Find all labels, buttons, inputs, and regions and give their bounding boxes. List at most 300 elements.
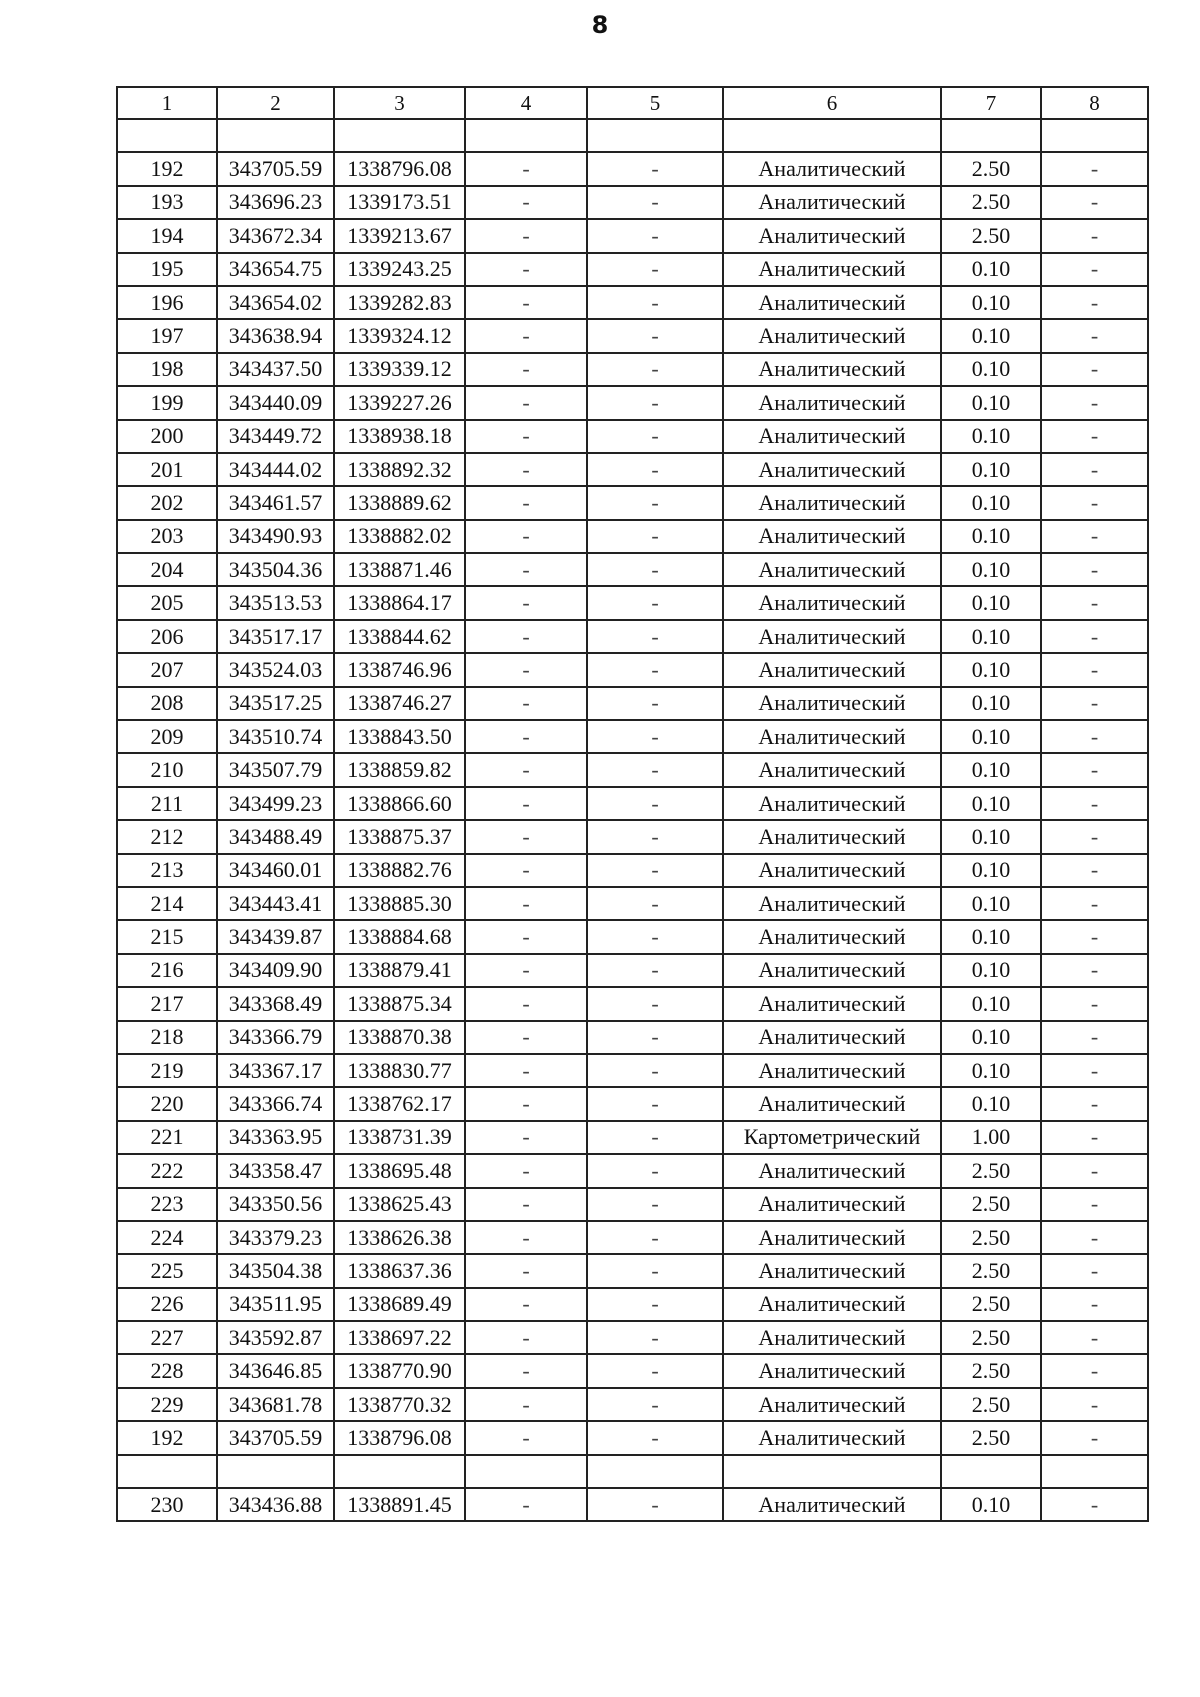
table-cell: 203 xyxy=(117,520,217,553)
table-cell: - xyxy=(1041,219,1148,252)
table-cell: - xyxy=(587,854,723,887)
table-cell: 2.50 xyxy=(941,1154,1041,1187)
table-cell: - xyxy=(587,486,723,519)
table-cell: - xyxy=(1041,1354,1148,1387)
table-cell: 1338796.08 xyxy=(334,1421,465,1454)
table-cell: 224 xyxy=(117,1221,217,1254)
table-cell: 209 xyxy=(117,720,217,753)
table-cell: 1338885.30 xyxy=(334,887,465,920)
table-cell: 1338843.50 xyxy=(334,720,465,753)
table-cell: 343681.78 xyxy=(217,1388,334,1421)
table-cell: Аналитический xyxy=(723,787,941,820)
table-cell: 1338746.96 xyxy=(334,653,465,686)
table-row xyxy=(117,653,1148,686)
table-cell: - xyxy=(1041,152,1148,185)
table-cell: 212 xyxy=(117,820,217,853)
table-cell: - xyxy=(465,1488,587,1521)
table-cell: - xyxy=(587,553,723,586)
table-row xyxy=(117,987,1148,1020)
table-cell: - xyxy=(587,253,723,286)
table-cell: 1339173.51 xyxy=(334,186,465,219)
table-row xyxy=(117,1421,1148,1454)
table-row xyxy=(117,386,1148,419)
table-cell: - xyxy=(587,820,723,853)
table-cell: 343366.79 xyxy=(217,1021,334,1054)
table-cell: - xyxy=(465,152,587,185)
table-cell: 0.10 xyxy=(941,253,1041,286)
table-cell: - xyxy=(1041,653,1148,686)
table-cell xyxy=(334,119,465,152)
table-cell: 2.50 xyxy=(941,1388,1041,1421)
table-cell: 192 xyxy=(117,1421,217,1454)
table-cell: - xyxy=(587,453,723,486)
table-cell: 1338626.38 xyxy=(334,1221,465,1254)
table-cell: 0.10 xyxy=(941,486,1041,519)
table-cell: - xyxy=(1041,854,1148,887)
table-cell: Аналитический xyxy=(723,586,941,619)
table-cell xyxy=(217,1455,334,1488)
table-cell: 227 xyxy=(117,1321,217,1354)
table-cell: Аналитический xyxy=(723,420,941,453)
column-header: 8 xyxy=(1041,87,1148,119)
table-row xyxy=(117,1021,1148,1054)
table-cell: - xyxy=(465,787,587,820)
table-cell: - xyxy=(1041,1121,1148,1154)
table-cell xyxy=(117,1455,217,1488)
blank-row xyxy=(117,1455,1148,1488)
table-cell: 343444.02 xyxy=(217,453,334,486)
table-cell: - xyxy=(587,887,723,920)
table-cell: 192 xyxy=(117,152,217,185)
table-cell: 0.10 xyxy=(941,653,1041,686)
table-cell: Аналитический xyxy=(723,687,941,720)
table-cell: 0.10 xyxy=(941,887,1041,920)
table-cell: 217 xyxy=(117,987,217,1020)
table-cell: 1338871.46 xyxy=(334,553,465,586)
table-cell: - xyxy=(587,920,723,953)
table-cell: 0.10 xyxy=(941,820,1041,853)
table-cell: 343366.74 xyxy=(217,1087,334,1120)
table-cell: 198 xyxy=(117,353,217,386)
table-cell: 2.50 xyxy=(941,1288,1041,1321)
table-cell: Аналитический xyxy=(723,1321,941,1354)
table-cell: 343504.38 xyxy=(217,1254,334,1287)
table-cell: - xyxy=(587,586,723,619)
table-cell: - xyxy=(465,987,587,1020)
table-cell: 343705.59 xyxy=(217,152,334,185)
table-cell: Аналитический xyxy=(723,1488,941,1521)
table-cell: 1339282.83 xyxy=(334,286,465,319)
table-cell xyxy=(587,1455,723,1488)
table-cell: Аналитический xyxy=(723,987,941,1020)
table-cell: - xyxy=(465,653,587,686)
table-cell: 219 xyxy=(117,1054,217,1087)
table-cell xyxy=(465,1455,587,1488)
table-cell: 1338889.62 xyxy=(334,486,465,519)
table-cell: - xyxy=(1041,386,1148,419)
table-cell: 1338891.45 xyxy=(334,1488,465,1521)
table-cell: - xyxy=(1041,1421,1148,1454)
table-body xyxy=(117,119,1148,1521)
table-row xyxy=(117,1154,1148,1187)
table-cell: - xyxy=(587,186,723,219)
table-cell: 0.10 xyxy=(941,1054,1041,1087)
table-cell xyxy=(334,1455,465,1488)
table-cell: - xyxy=(465,687,587,720)
table-cell: - xyxy=(1041,420,1148,453)
table-cell: - xyxy=(587,353,723,386)
table-cell: - xyxy=(1041,453,1148,486)
table-cell: 201 xyxy=(117,453,217,486)
table-cell: 343460.01 xyxy=(217,854,334,887)
table-cell: 0.10 xyxy=(941,553,1041,586)
table-cell: 2.50 xyxy=(941,1354,1041,1387)
table-row xyxy=(117,1188,1148,1221)
table-row xyxy=(117,854,1148,887)
table-cell: 1338884.68 xyxy=(334,920,465,953)
table-cell: - xyxy=(465,1254,587,1287)
table-cell xyxy=(1041,119,1148,152)
table-cell: - xyxy=(587,954,723,987)
table-cell: - xyxy=(465,1087,587,1120)
table-cell: - xyxy=(1041,787,1148,820)
table-cell: 343513.53 xyxy=(217,586,334,619)
table-cell: - xyxy=(465,586,587,619)
table-row xyxy=(117,1221,1148,1254)
table-cell: 1338731.39 xyxy=(334,1121,465,1154)
table-cell: - xyxy=(465,453,587,486)
table-cell: 2.50 xyxy=(941,1421,1041,1454)
table-cell: Аналитический xyxy=(723,386,941,419)
table-cell xyxy=(941,1455,1041,1488)
table-cell: - xyxy=(587,1154,723,1187)
table-cell: 343524.03 xyxy=(217,653,334,686)
table-cell: 343507.79 xyxy=(217,753,334,786)
table-cell: - xyxy=(587,620,723,653)
table-cell: 0.10 xyxy=(941,753,1041,786)
table-cell: - xyxy=(465,820,587,853)
table-cell: - xyxy=(587,1188,723,1221)
table-cell: - xyxy=(465,553,587,586)
table-cell: - xyxy=(1041,887,1148,920)
table-row xyxy=(117,954,1148,987)
table-row xyxy=(117,1321,1148,1354)
table-cell: 343592.87 xyxy=(217,1321,334,1354)
table-cell: - xyxy=(465,1121,587,1154)
table-cell: 343490.93 xyxy=(217,520,334,553)
table-cell: 1338882.02 xyxy=(334,520,465,553)
coordinates-table xyxy=(116,86,1149,1522)
table-cell: Аналитический xyxy=(723,753,941,786)
table-cell: 343440.09 xyxy=(217,386,334,419)
table-cell: 194 xyxy=(117,219,217,252)
table-cell: - xyxy=(587,1021,723,1054)
table-row xyxy=(117,1254,1148,1287)
table-row xyxy=(117,319,1148,352)
table-row xyxy=(117,1121,1148,1154)
table-cell: 0.10 xyxy=(941,987,1041,1020)
table-cell: - xyxy=(587,1421,723,1454)
table-row xyxy=(117,420,1148,453)
table-cell: 343358.47 xyxy=(217,1154,334,1187)
table-cell: Аналитический xyxy=(723,954,941,987)
table-cell: 343510.74 xyxy=(217,720,334,753)
table-cell: - xyxy=(1041,486,1148,519)
table-row xyxy=(117,1087,1148,1120)
table-cell: 0.10 xyxy=(941,453,1041,486)
table-cell: 343511.95 xyxy=(217,1288,334,1321)
table-cell: 343436.88 xyxy=(217,1488,334,1521)
table-cell: - xyxy=(1041,1021,1148,1054)
table-cell: 200 xyxy=(117,420,217,453)
table-cell: 208 xyxy=(117,687,217,720)
table-cell: 2.50 xyxy=(941,152,1041,185)
table-cell: - xyxy=(587,219,723,252)
column-header: 7 xyxy=(941,87,1041,119)
table-cell: - xyxy=(465,1221,587,1254)
table-cell: Аналитический xyxy=(723,1021,941,1054)
table-row xyxy=(117,887,1148,920)
table-cell: - xyxy=(587,1054,723,1087)
table-cell: - xyxy=(587,987,723,1020)
table-cell: 343517.25 xyxy=(217,687,334,720)
table-row xyxy=(117,553,1148,586)
table-cell: 1338859.82 xyxy=(334,753,465,786)
table-cell: - xyxy=(1041,1254,1148,1287)
table-row xyxy=(117,1488,1148,1521)
table-cell xyxy=(117,119,217,152)
table-cell: Аналитический xyxy=(723,486,941,519)
table-cell: 196 xyxy=(117,286,217,319)
table-cell: 1338689.49 xyxy=(334,1288,465,1321)
table-cell: 2.50 xyxy=(941,1221,1041,1254)
table-cell: - xyxy=(465,1388,587,1421)
table-row xyxy=(117,186,1148,219)
table-cell: 343437.50 xyxy=(217,353,334,386)
table-cell: 213 xyxy=(117,854,217,887)
table-cell: 207 xyxy=(117,653,217,686)
table-cell: - xyxy=(1041,954,1148,987)
table-cell: 0.10 xyxy=(941,920,1041,953)
table-cell: - xyxy=(465,1421,587,1454)
table-cell: - xyxy=(1041,987,1148,1020)
table-cell: 1338746.27 xyxy=(334,687,465,720)
table-cell: 343350.56 xyxy=(217,1188,334,1221)
table-cell: 0.10 xyxy=(941,353,1041,386)
table-cell: Аналитический xyxy=(723,1154,941,1187)
table-cell: 343517.17 xyxy=(217,620,334,653)
table-cell: Аналитический xyxy=(723,920,941,953)
table-cell: 228 xyxy=(117,1354,217,1387)
table-cell: 1338770.32 xyxy=(334,1388,465,1421)
table-cell: 211 xyxy=(117,787,217,820)
table-cell: - xyxy=(465,1354,587,1387)
table-cell: 197 xyxy=(117,319,217,352)
table-cell: - xyxy=(465,186,587,219)
table-cell: 215 xyxy=(117,920,217,953)
table-row xyxy=(117,1354,1148,1387)
table-cell: - xyxy=(465,954,587,987)
table-cell: 0.10 xyxy=(941,720,1041,753)
table-cell: 0.10 xyxy=(941,954,1041,987)
table-cell: Аналитический xyxy=(723,353,941,386)
table-cell: Аналитический xyxy=(723,1354,941,1387)
table-cell: 1339243.25 xyxy=(334,253,465,286)
table-cell: 1338875.37 xyxy=(334,820,465,853)
table-cell: - xyxy=(465,1154,587,1187)
table-cell: Аналитический xyxy=(723,1188,941,1221)
table-cell: 2.50 xyxy=(941,1254,1041,1287)
table-cell: - xyxy=(1041,1321,1148,1354)
table-cell: 0.10 xyxy=(941,386,1041,419)
table-row xyxy=(117,1388,1148,1421)
table-cell: - xyxy=(465,253,587,286)
table-cell: 1338870.38 xyxy=(334,1021,465,1054)
column-header: 5 xyxy=(587,87,723,119)
table-cell: - xyxy=(465,753,587,786)
table-cell: - xyxy=(587,753,723,786)
table-row xyxy=(117,1054,1148,1087)
column-header: 6 xyxy=(723,87,941,119)
table-cell: 343654.75 xyxy=(217,253,334,286)
table-cell: Аналитический xyxy=(723,253,941,286)
table-cell: - xyxy=(465,353,587,386)
table-cell: - xyxy=(587,386,723,419)
table-cell: 1338830.77 xyxy=(334,1054,465,1087)
table-cell: 210 xyxy=(117,753,217,786)
table-cell: - xyxy=(1041,586,1148,619)
table-cell: Аналитический xyxy=(723,553,941,586)
table-row xyxy=(117,820,1148,853)
table-cell: 1338879.41 xyxy=(334,954,465,987)
table-cell: 229 xyxy=(117,1388,217,1421)
table-cell: - xyxy=(587,787,723,820)
table-cell: Аналитический xyxy=(723,720,941,753)
table-cell: 1338625.43 xyxy=(334,1188,465,1221)
table-cell: Аналитический xyxy=(723,887,941,920)
table-cell: Аналитический xyxy=(723,1421,941,1454)
table-cell: - xyxy=(1041,286,1148,319)
table-cell: 0.10 xyxy=(941,520,1041,553)
table-cell: Аналитический xyxy=(723,1254,941,1287)
table-header xyxy=(117,87,1148,119)
table-cell: 2.50 xyxy=(941,219,1041,252)
table-cell: 1338864.17 xyxy=(334,586,465,619)
table-row xyxy=(117,286,1148,319)
table-cell: 1.00 xyxy=(941,1121,1041,1154)
table-cell: 1338875.34 xyxy=(334,987,465,1020)
table-cell: 205 xyxy=(117,586,217,619)
table-cell: 2.50 xyxy=(941,1321,1041,1354)
table-cell: Аналитический xyxy=(723,186,941,219)
table-cell: 343409.90 xyxy=(217,954,334,987)
table-cell: - xyxy=(465,1054,587,1087)
table-cell: - xyxy=(1041,1188,1148,1221)
table-cell: 1338796.08 xyxy=(334,152,465,185)
table-cell: Аналитический xyxy=(723,653,941,686)
table-row xyxy=(117,453,1148,486)
table-cell xyxy=(941,119,1041,152)
table-cell: - xyxy=(587,1254,723,1287)
table-cell: - xyxy=(465,219,587,252)
table-row xyxy=(117,586,1148,619)
table-cell: 1338695.48 xyxy=(334,1154,465,1187)
table-cell: 193 xyxy=(117,186,217,219)
table-cell: 343461.57 xyxy=(217,486,334,519)
table-cell: Аналитический xyxy=(723,1054,941,1087)
table-cell: - xyxy=(465,420,587,453)
table-row xyxy=(117,1288,1148,1321)
table-cell: - xyxy=(465,1288,587,1321)
table-cell: - xyxy=(587,520,723,553)
column-header: 2 xyxy=(217,87,334,119)
column-header: 4 xyxy=(465,87,587,119)
table-cell: - xyxy=(1041,353,1148,386)
table-cell: 343499.23 xyxy=(217,787,334,820)
table-cell: 220 xyxy=(117,1087,217,1120)
table-row xyxy=(117,486,1148,519)
table-cell: 343368.49 xyxy=(217,987,334,1020)
table-cell: - xyxy=(465,520,587,553)
table-cell: 0.10 xyxy=(941,854,1041,887)
table-cell: Картометрический xyxy=(723,1121,941,1154)
table-cell: - xyxy=(1041,920,1148,953)
table-cell xyxy=(217,119,334,152)
table-cell: - xyxy=(587,1488,723,1521)
table-cell: Аналитический xyxy=(723,319,941,352)
table-cell: 343443.41 xyxy=(217,887,334,920)
table-cell xyxy=(1041,1455,1148,1488)
table-cell xyxy=(723,119,941,152)
blank-row xyxy=(117,119,1148,152)
table-cell: 343696.23 xyxy=(217,186,334,219)
table-cell: 343449.72 xyxy=(217,420,334,453)
table-cell: - xyxy=(587,720,723,753)
table-cell: 0.10 xyxy=(941,319,1041,352)
table-cell xyxy=(587,119,723,152)
table-cell: - xyxy=(587,319,723,352)
table-cell: 0.10 xyxy=(941,787,1041,820)
table-cell: 206 xyxy=(117,620,217,653)
table-cell: Аналитический xyxy=(723,1221,941,1254)
table-cell: 222 xyxy=(117,1154,217,1187)
table-cell: 204 xyxy=(117,553,217,586)
table-cell: 226 xyxy=(117,1288,217,1321)
table-row xyxy=(117,920,1148,953)
table-cell: 343504.36 xyxy=(217,553,334,586)
table-cell: Аналитический xyxy=(723,820,941,853)
table-cell: Аналитический xyxy=(723,152,941,185)
table-cell: 218 xyxy=(117,1021,217,1054)
table-cell: - xyxy=(465,319,587,352)
table-cell: - xyxy=(1041,687,1148,720)
table-cell: 0.10 xyxy=(941,586,1041,619)
table-cell: 221 xyxy=(117,1121,217,1154)
table-cell: - xyxy=(465,386,587,419)
table-cell: Аналитический xyxy=(723,854,941,887)
table-cell xyxy=(465,119,587,152)
page-number: 8 xyxy=(591,11,609,39)
table-cell: 1339339.12 xyxy=(334,353,465,386)
table-cell: 1338762.17 xyxy=(334,1087,465,1120)
table-row xyxy=(117,620,1148,653)
table-cell: - xyxy=(1041,620,1148,653)
table-cell: 1339213.67 xyxy=(334,219,465,252)
table-cell: 225 xyxy=(117,1254,217,1287)
table-cell: 343363.95 xyxy=(217,1121,334,1154)
table-cell: - xyxy=(587,1354,723,1387)
table-cell: 1339227.26 xyxy=(334,386,465,419)
